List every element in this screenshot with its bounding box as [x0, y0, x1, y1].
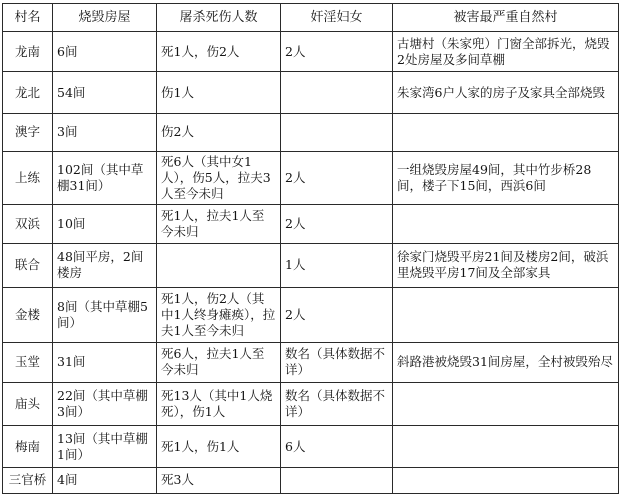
- cell-houses-burned: 8间（其中草棚5间）: [53, 288, 157, 342]
- table-row: [3, 243, 619, 287]
- cell-village-name: 澳字: [3, 113, 53, 151]
- header-houses-burned: 烧毁房屋: [53, 4, 157, 32]
- cell-village-name: 龙北: [3, 72, 53, 113]
- cell-women-assaulted: 2人: [281, 32, 393, 72]
- cell-women-assaulted: 1人: [281, 243, 393, 287]
- cell-houses-burned: 3间: [53, 113, 157, 151]
- cell-houses-burned: 54间: [53, 72, 157, 113]
- cell-worst-hit-village: [393, 382, 619, 425]
- cell-women-assaulted: [281, 467, 393, 493]
- cell-houses-burned: 10间: [53, 205, 157, 243]
- table-row: [3, 426, 619, 467]
- table-row: [3, 288, 619, 342]
- cell-casualties: 伤2人: [157, 113, 281, 151]
- table-row: [3, 467, 619, 493]
- cell-women-assaulted: 2人: [281, 205, 393, 243]
- cell-worst-hit-village: [393, 426, 619, 467]
- cell-women-assaulted: 数名（具体数据不详）: [281, 382, 393, 425]
- header-row: [3, 4, 619, 32]
- table-row: [3, 32, 619, 72]
- cell-houses-burned: 31间: [53, 342, 157, 382]
- cell-village-name: 龙南: [3, 32, 53, 72]
- damage-table: [2, 3, 619, 494]
- header-village-name: 村名: [3, 4, 53, 32]
- header-women-assaulted: 奸淫妇女: [281, 4, 393, 32]
- cell-village-name: 玉堂: [3, 342, 53, 382]
- table-row: [3, 113, 619, 151]
- cell-worst-hit-village: 朱家湾6户人家的房子及家具全部烧毁: [393, 72, 619, 113]
- cell-houses-burned: 6间: [53, 32, 157, 72]
- cell-women-assaulted: [281, 113, 393, 151]
- cell-worst-hit-village: 古塘村（朱家兜）门窗全部拆光，烧毁2处房屋及多间草棚: [393, 32, 619, 72]
- cell-worst-hit-village: [393, 288, 619, 342]
- cell-casualties: 死6人（其中女1人），伤5人，拉夫3人至今未归: [157, 152, 281, 205]
- header-worst-hit-village: 被害最严重自然村: [393, 4, 619, 32]
- cell-worst-hit-village: 徐家门烧毁平房21间及楼房2间，破浜里烧毁平房17间及全部家具: [393, 243, 619, 287]
- cell-casualties: 死6人，拉夫1人至今未归: [157, 342, 281, 382]
- cell-casualties: 死3人: [157, 467, 281, 493]
- cell-worst-hit-village: 一组烧毁房屋49间，其中竹步桥28间，楼子下15间，西浜6间: [393, 152, 619, 205]
- cell-village-name: 上练: [3, 152, 53, 205]
- cell-casualties: 死1人，拉夫1人至今未归: [157, 205, 281, 243]
- cell-village-name: 双浜: [3, 205, 53, 243]
- cell-casualties: 死1人，伤1人: [157, 426, 281, 467]
- cell-houses-burned: 22间（其中草棚3间）: [53, 382, 157, 425]
- cell-houses-burned: 48间平房，2间楼房: [53, 243, 157, 287]
- table-row: [3, 205, 619, 243]
- header-casualties: 屠杀死伤人数: [157, 4, 281, 32]
- table-row: [3, 382, 619, 425]
- cell-casualties: 伤1人: [157, 72, 281, 113]
- cell-village-name: 庙头: [3, 382, 53, 425]
- cell-women-assaulted: 2人: [281, 152, 393, 205]
- cell-worst-hit-village: 斜路港被烧毁31间房屋，全村被毁殆尽: [393, 342, 619, 382]
- cell-worst-hit-village: [393, 113, 619, 151]
- cell-village-name: 金楼: [3, 288, 53, 342]
- cell-village-name: 联合: [3, 243, 53, 287]
- cell-houses-burned: 4间: [53, 467, 157, 493]
- cell-casualties: 死1人，伤2人: [157, 32, 281, 72]
- cell-women-assaulted: 2人: [281, 288, 393, 342]
- cell-worst-hit-village: [393, 467, 619, 493]
- table-row: [3, 342, 619, 382]
- cell-houses-burned: 102间（其中草棚31间）: [53, 152, 157, 205]
- cell-casualties: 死13人（其中1人烧死），伤1人: [157, 382, 281, 425]
- table-row: [3, 152, 619, 205]
- cell-village-name: 三官桥: [3, 467, 53, 493]
- cell-women-assaulted: 数名（具体数据不详）: [281, 342, 393, 382]
- cell-worst-hit-village: [393, 205, 619, 243]
- cell-casualties: 死1人，伤2人（其中1人终身瘫痪），拉夫1人至今未归: [157, 288, 281, 342]
- cell-women-assaulted: 6人: [281, 426, 393, 467]
- cell-village-name: 梅南: [3, 426, 53, 467]
- cell-women-assaulted: [281, 72, 393, 113]
- cell-casualties: [157, 243, 281, 287]
- cell-houses-burned: 13间（其中草棚1间）: [53, 426, 157, 467]
- table-row: [3, 72, 619, 113]
